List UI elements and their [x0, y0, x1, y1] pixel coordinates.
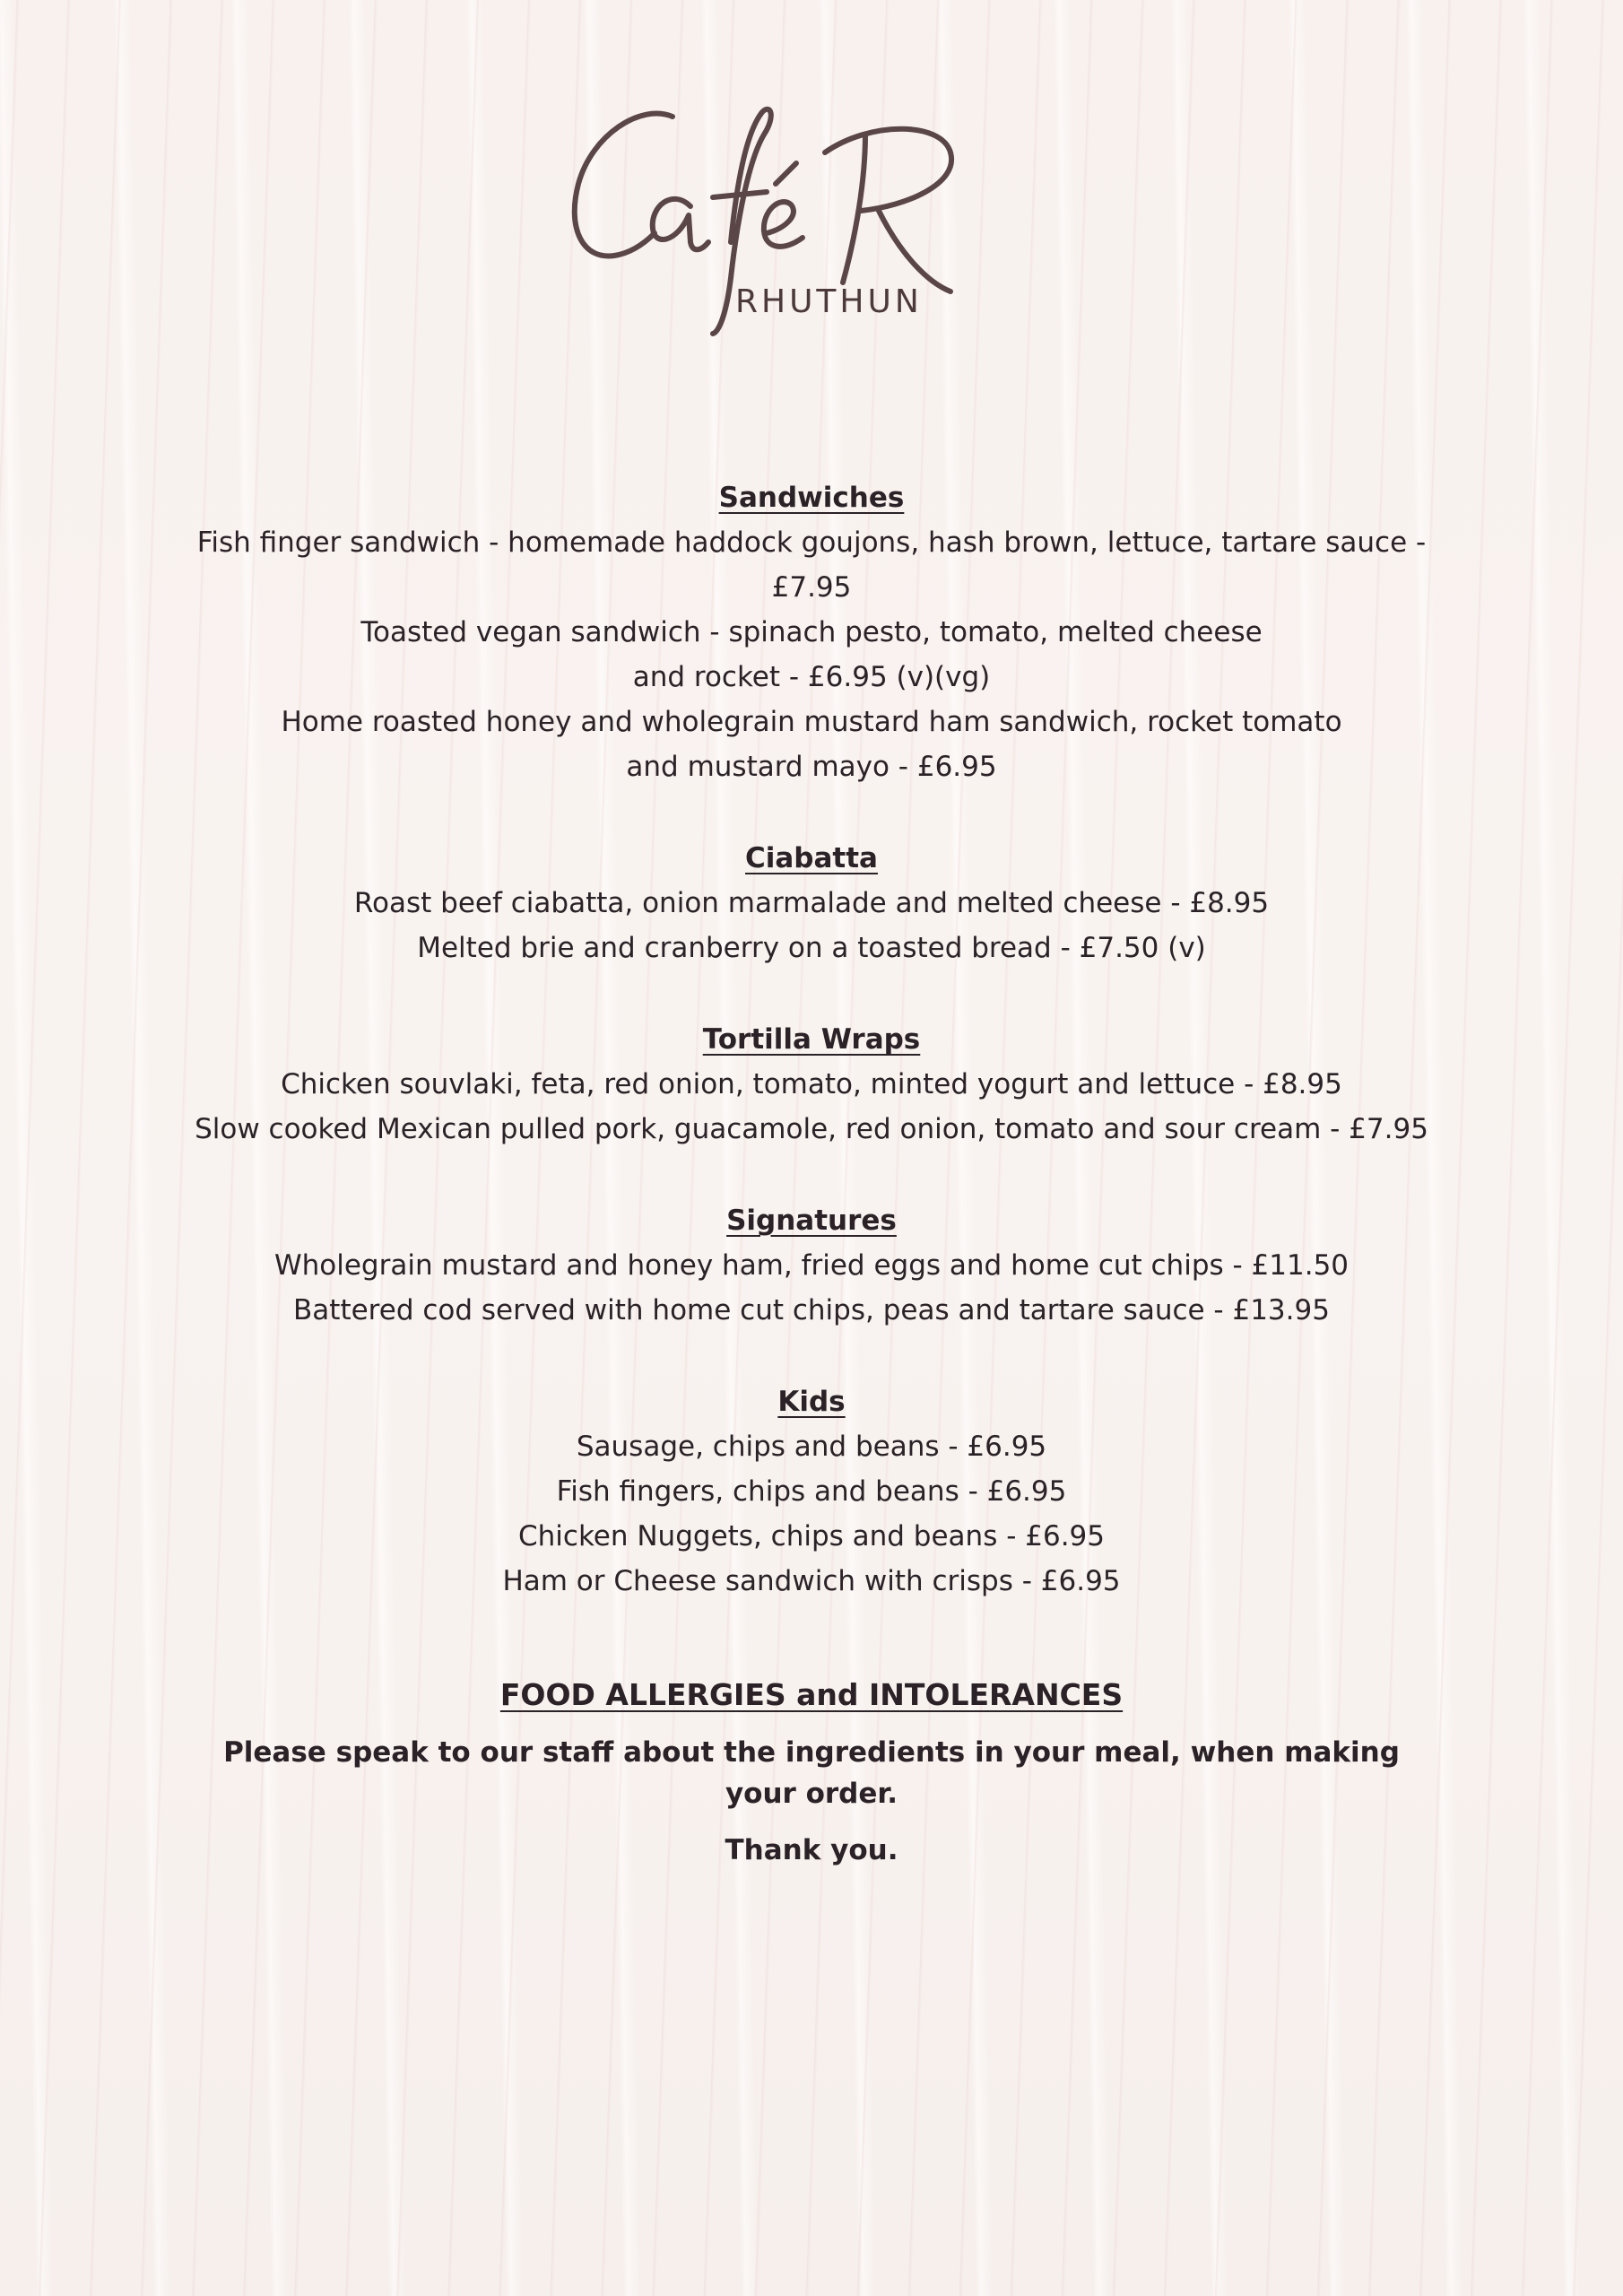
menu-item: Ham or Cheese sandwich with crisps - £6.95 [502, 1565, 1121, 1597]
menu-item: Fish fingers, chips and beans - £6.95 [556, 1475, 1067, 1508]
section-ciabatta [0, 836, 1623, 970]
cafe-r-logo [556, 99, 1022, 359]
menu-item: Toasted vegan sandwich - spinach pesto, tomato, melted cheese [360, 616, 1263, 648]
section-title: Sandwiches [718, 482, 905, 514]
section-title: Ciabatta [745, 842, 878, 874]
menu-item: Battered cod served with home cut chips, peas and tartare sauce - £13.95 [293, 1294, 1330, 1326]
allergy-thanks: Thank you. [725, 1834, 898, 1866]
menu-item: Chicken Nuggets, chips and beans - £6.95 [518, 1520, 1105, 1552]
section-signatures [0, 1198, 1623, 1333]
menu-item: Chicken souvlaki, feta, red onion, tomato, minted yogurt and lettuce - £8.95 [281, 1068, 1342, 1100]
section-kids [0, 1379, 1623, 1604]
section-sandwiches [0, 475, 1623, 789]
menu-item: Home roasted honey and wholegrain mustard ham sandwich, rocket tomato [281, 706, 1342, 738]
menu-item: Melted brie and cranberry on a toasted bread - £7.50 (v) [417, 932, 1206, 964]
menu-item: Sausage, chips and beans - £6.95 [576, 1431, 1047, 1463]
menu-item: and rocket - £6.95 (v)(vg) [632, 661, 991, 693]
menu-item: Fish finger sandwich - homemade haddock goujons, hash brown, lettuce, tartare sauce - [196, 526, 1427, 559]
allergy-title: FOOD ALLERGIES and INTOLERANCES [499, 1677, 1124, 1712]
menu-item: Slow cooked Mexican pulled pork, guacamole, red onion, tomato and sour cream - £7.95 [195, 1113, 1428, 1145]
section-title: Kids [777, 1386, 846, 1418]
menu-item: Wholegrain mustard and honey ham, fried eggs and home cut chips - £11.50 [273, 1249, 1350, 1282]
menu-item: and mustard mayo - £6.95 [626, 751, 997, 783]
section-title: Signatures [726, 1205, 897, 1237]
menu-content [0, 475, 1623, 1650]
allergy-text: Please speak to our staff about the ingredients in your meal, when making your order. [223, 1736, 1400, 1810]
section-tortilla-wraps [0, 1017, 1623, 1152]
allergy-notice [0, 1677, 1623, 1866]
section-title: Tortilla Wraps [702, 1023, 921, 1056]
logo-subtitle: RHUTHUN [735, 283, 923, 320]
menu-item: £7.95 [771, 571, 852, 604]
menu-item: Roast beef ciabatta, onion marmalade and melted cheese - £8.95 [353, 887, 1270, 919]
